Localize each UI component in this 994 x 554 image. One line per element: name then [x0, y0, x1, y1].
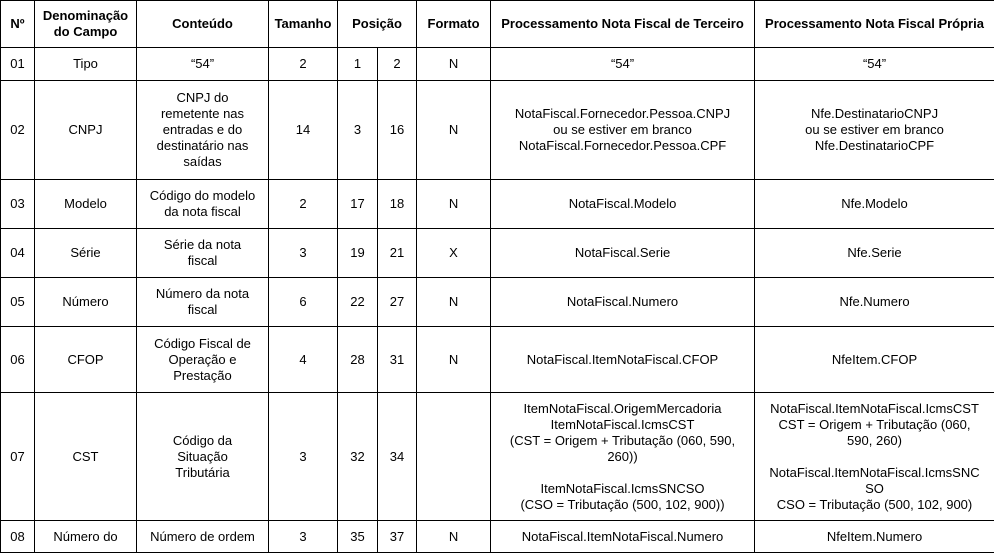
row-number: 02 [1, 81, 35, 180]
header-posicao: Posição [338, 1, 417, 48]
field-content: CNPJ do remetente nas entradas e do destinatário nas saídas [137, 81, 269, 180]
third-party-processing: ItemNotaFiscal.OrigemMercadoria ItemNotaFiscal.IcmsCST (CST = Origem + Tributação (060, 590, 260)) ItemNotaFiscal.IcmsSNCSO (CSO = Tributação (500, 102, 900)) [491, 393, 755, 521]
field-format: N [417, 327, 491, 393]
field-name: CFOP [35, 327, 137, 393]
field-size: 2 [269, 180, 338, 229]
field-format: N [417, 48, 491, 81]
position-start: 28 [338, 327, 378, 393]
table-body [1, 48, 994, 553]
own-processing: Nfe.DestinatarioCNPJ ou se estiver em branco Nfe.DestinatarioCPF [755, 81, 994, 180]
own-processing: NfeItem.Numero [755, 521, 994, 553]
own-processing: NotaFiscal.ItemNotaFiscal.IcmsCST CST = Origem + Tributação (060, 590, 260) NotaFiscal.ItemNotaFiscal.IcmsSNC SO CSO = Tributação (500, 102, 900) [755, 393, 994, 521]
position-end: 31 [378, 327, 417, 393]
position-end: 34 [378, 393, 417, 521]
field-name: Modelo [35, 180, 137, 229]
field-content: Código da Situação Tributária [137, 393, 269, 521]
third-party-processing: “54” [491, 48, 755, 81]
third-party-processing: NotaFiscal.Serie [491, 229, 755, 278]
position-start: 17 [338, 180, 378, 229]
position-end: 27 [378, 278, 417, 327]
own-processing: NfeItem.CFOP [755, 327, 994, 393]
position-end: 37 [378, 521, 417, 553]
third-party-processing: NotaFiscal.ItemNotaFiscal.CFOP [491, 327, 755, 393]
row-number: 05 [1, 278, 35, 327]
field-content: Número de ordem [137, 521, 269, 553]
row-number: 03 [1, 180, 35, 229]
table-row [1, 229, 994, 278]
field-size: 4 [269, 327, 338, 393]
row-number: 06 [1, 327, 35, 393]
field-name: Tipo [35, 48, 137, 81]
field-format: N [417, 180, 491, 229]
position-end: 18 [378, 180, 417, 229]
position-end: 16 [378, 81, 417, 180]
position-end: 21 [378, 229, 417, 278]
header-conteudo: Conteúdo [137, 1, 269, 48]
row-number: 08 [1, 521, 35, 553]
position-start: 3 [338, 81, 378, 180]
table-row [1, 327, 994, 393]
third-party-processing: NotaFiscal.Numero [491, 278, 755, 327]
own-processing: Nfe.Modelo [755, 180, 994, 229]
table-row [1, 48, 994, 81]
row-number: 01 [1, 48, 35, 81]
field-name: CNPJ [35, 81, 137, 180]
header-formato: Formato [417, 1, 491, 48]
field-content: Série da nota fiscal [137, 229, 269, 278]
header-num: Nº [1, 1, 35, 48]
field-format [417, 393, 491, 521]
table-row [1, 180, 994, 229]
field-content: Número da nota fiscal [137, 278, 269, 327]
field-size: 6 [269, 278, 338, 327]
field-size: 3 [269, 393, 338, 521]
table-row [1, 393, 994, 521]
field-name: Série [35, 229, 137, 278]
header-denominacao: Denominação do Campo [35, 1, 137, 48]
table-row [1, 81, 994, 180]
field-name: Número [35, 278, 137, 327]
position-start: 1 [338, 48, 378, 81]
table-row [1, 278, 994, 327]
own-processing: Nfe.Numero [755, 278, 994, 327]
field-content: Código do modelo da nota fiscal [137, 180, 269, 229]
field-format: N [417, 81, 491, 180]
field-size: 2 [269, 48, 338, 81]
field-content: “54” [137, 48, 269, 81]
position-end: 2 [378, 48, 417, 81]
header-propria: Processamento Nota Fiscal Própria [755, 1, 994, 48]
field-format: X [417, 229, 491, 278]
header-tamanho: Tamanho [269, 1, 338, 48]
field-name: Número do [35, 521, 137, 553]
field-size: 3 [269, 229, 338, 278]
row-number: 04 [1, 229, 35, 278]
field-size: 14 [269, 81, 338, 180]
table-row [1, 521, 994, 553]
row-number: 07 [1, 393, 35, 521]
position-start: 22 [338, 278, 378, 327]
own-processing: Nfe.Serie [755, 229, 994, 278]
position-start: 35 [338, 521, 378, 553]
own-processing: “54” [755, 48, 994, 81]
header-row [1, 1, 994, 48]
field-size: 3 [269, 521, 338, 553]
field-format: N [417, 278, 491, 327]
position-start: 32 [338, 393, 378, 521]
third-party-processing: NotaFiscal.Modelo [491, 180, 755, 229]
field-content: Código Fiscal de Operação e Prestação [137, 327, 269, 393]
field-name: CST [35, 393, 137, 521]
header-terceiro: Processamento Nota Fiscal de Terceiro [491, 1, 755, 48]
position-start: 19 [338, 229, 378, 278]
third-party-processing: NotaFiscal.Fornecedor.Pessoa.CNPJ ou se estiver em branco NotaFiscal.Fornecedor.Pessoa.CPF [491, 81, 755, 180]
field-format: N [417, 521, 491, 553]
third-party-processing: NotaFiscal.ItemNotaFiscal.Numero [491, 521, 755, 553]
